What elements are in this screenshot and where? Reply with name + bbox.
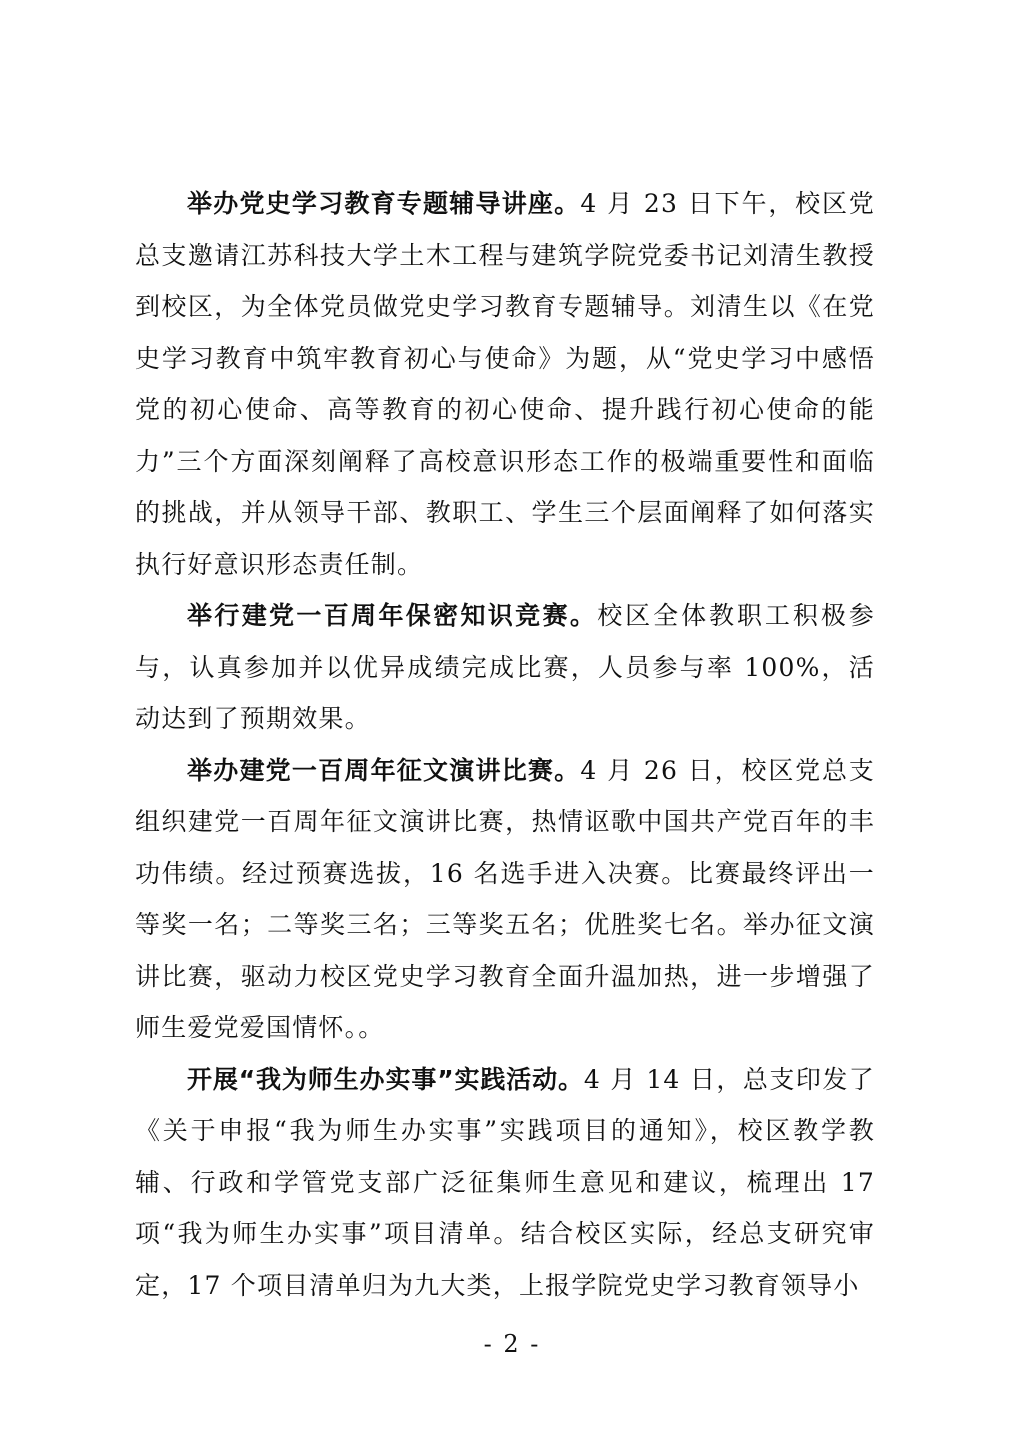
paragraph-practice-activity (135, 1054, 875, 1312)
paragraph-heading: 开展“我为师生办实事”实践活动。 (187, 1064, 584, 1094)
paragraph-heading: 举办党史学习教育专题辅导讲座。 (187, 189, 581, 218)
page-number: - 2 - (483, 1330, 541, 1358)
paragraph-heading: 举办建党一百周年征文演讲比赛。 (187, 755, 581, 785)
paragraph-speech-contest (135, 745, 875, 1054)
document-body (135, 178, 875, 1311)
paragraph-quiz (135, 590, 875, 745)
paragraph-text: 4 月 26 日，校区党总支组织建党一百周年征文演讲比赛，热情讴歌中国共产党百年的丰功伟绩。经过预赛选拔，16 名选手进入决赛。比赛最终评出一等奖一名；二等奖三名；三等奖五名；优胜奖七名。举办征文演讲比赛，驱动力校区党史学习教育全面升温加热，进一步增强了师生爱党爱国情怀。。 (135, 755, 875, 1042)
paragraph-text: 4 月 14 日，总支印发了《关于申报“我为师生办实事”实践项目的通知》，校区教学教辅、行政和学管党支部广泛征集师生意见和建议，梳理出 17 项“我为师生办实事”项目清单。结合校区实际，经总支研究审定，17 个项目清单归为九大类，上报学院党史学习教育领导小 (135, 1064, 876, 1300)
paragraph-heading: 举行建党一百周年保密知识竞赛。 (187, 601, 598, 630)
paragraph-text: 4 月 23 日下午，校区党总支邀请江苏科技大学土木工程与建筑学院党委书记刘清生教授到校区，为全体党员做党史学习教育专题辅导。刘清生以《在党史学习教育中筑牢教育初心与使命》为题，从“党史学习中感悟党的初心使命、高等教育的初心使命、提升践行初心使命的能力”三个方面深刻阐释了高校意识形态工作的极端重要性和面临的挑战，并从领导干部、教职工、学生三个层面阐释了如何落实执行好意识形态责任制。 (135, 189, 875, 579)
paragraph-text: 校区全体教职工积极参与，认真参加并以优异成绩完成比赛，人员参与率 100%，活动达到了预期效果。 (135, 601, 875, 733)
paragraph-lecture (135, 178, 875, 590)
